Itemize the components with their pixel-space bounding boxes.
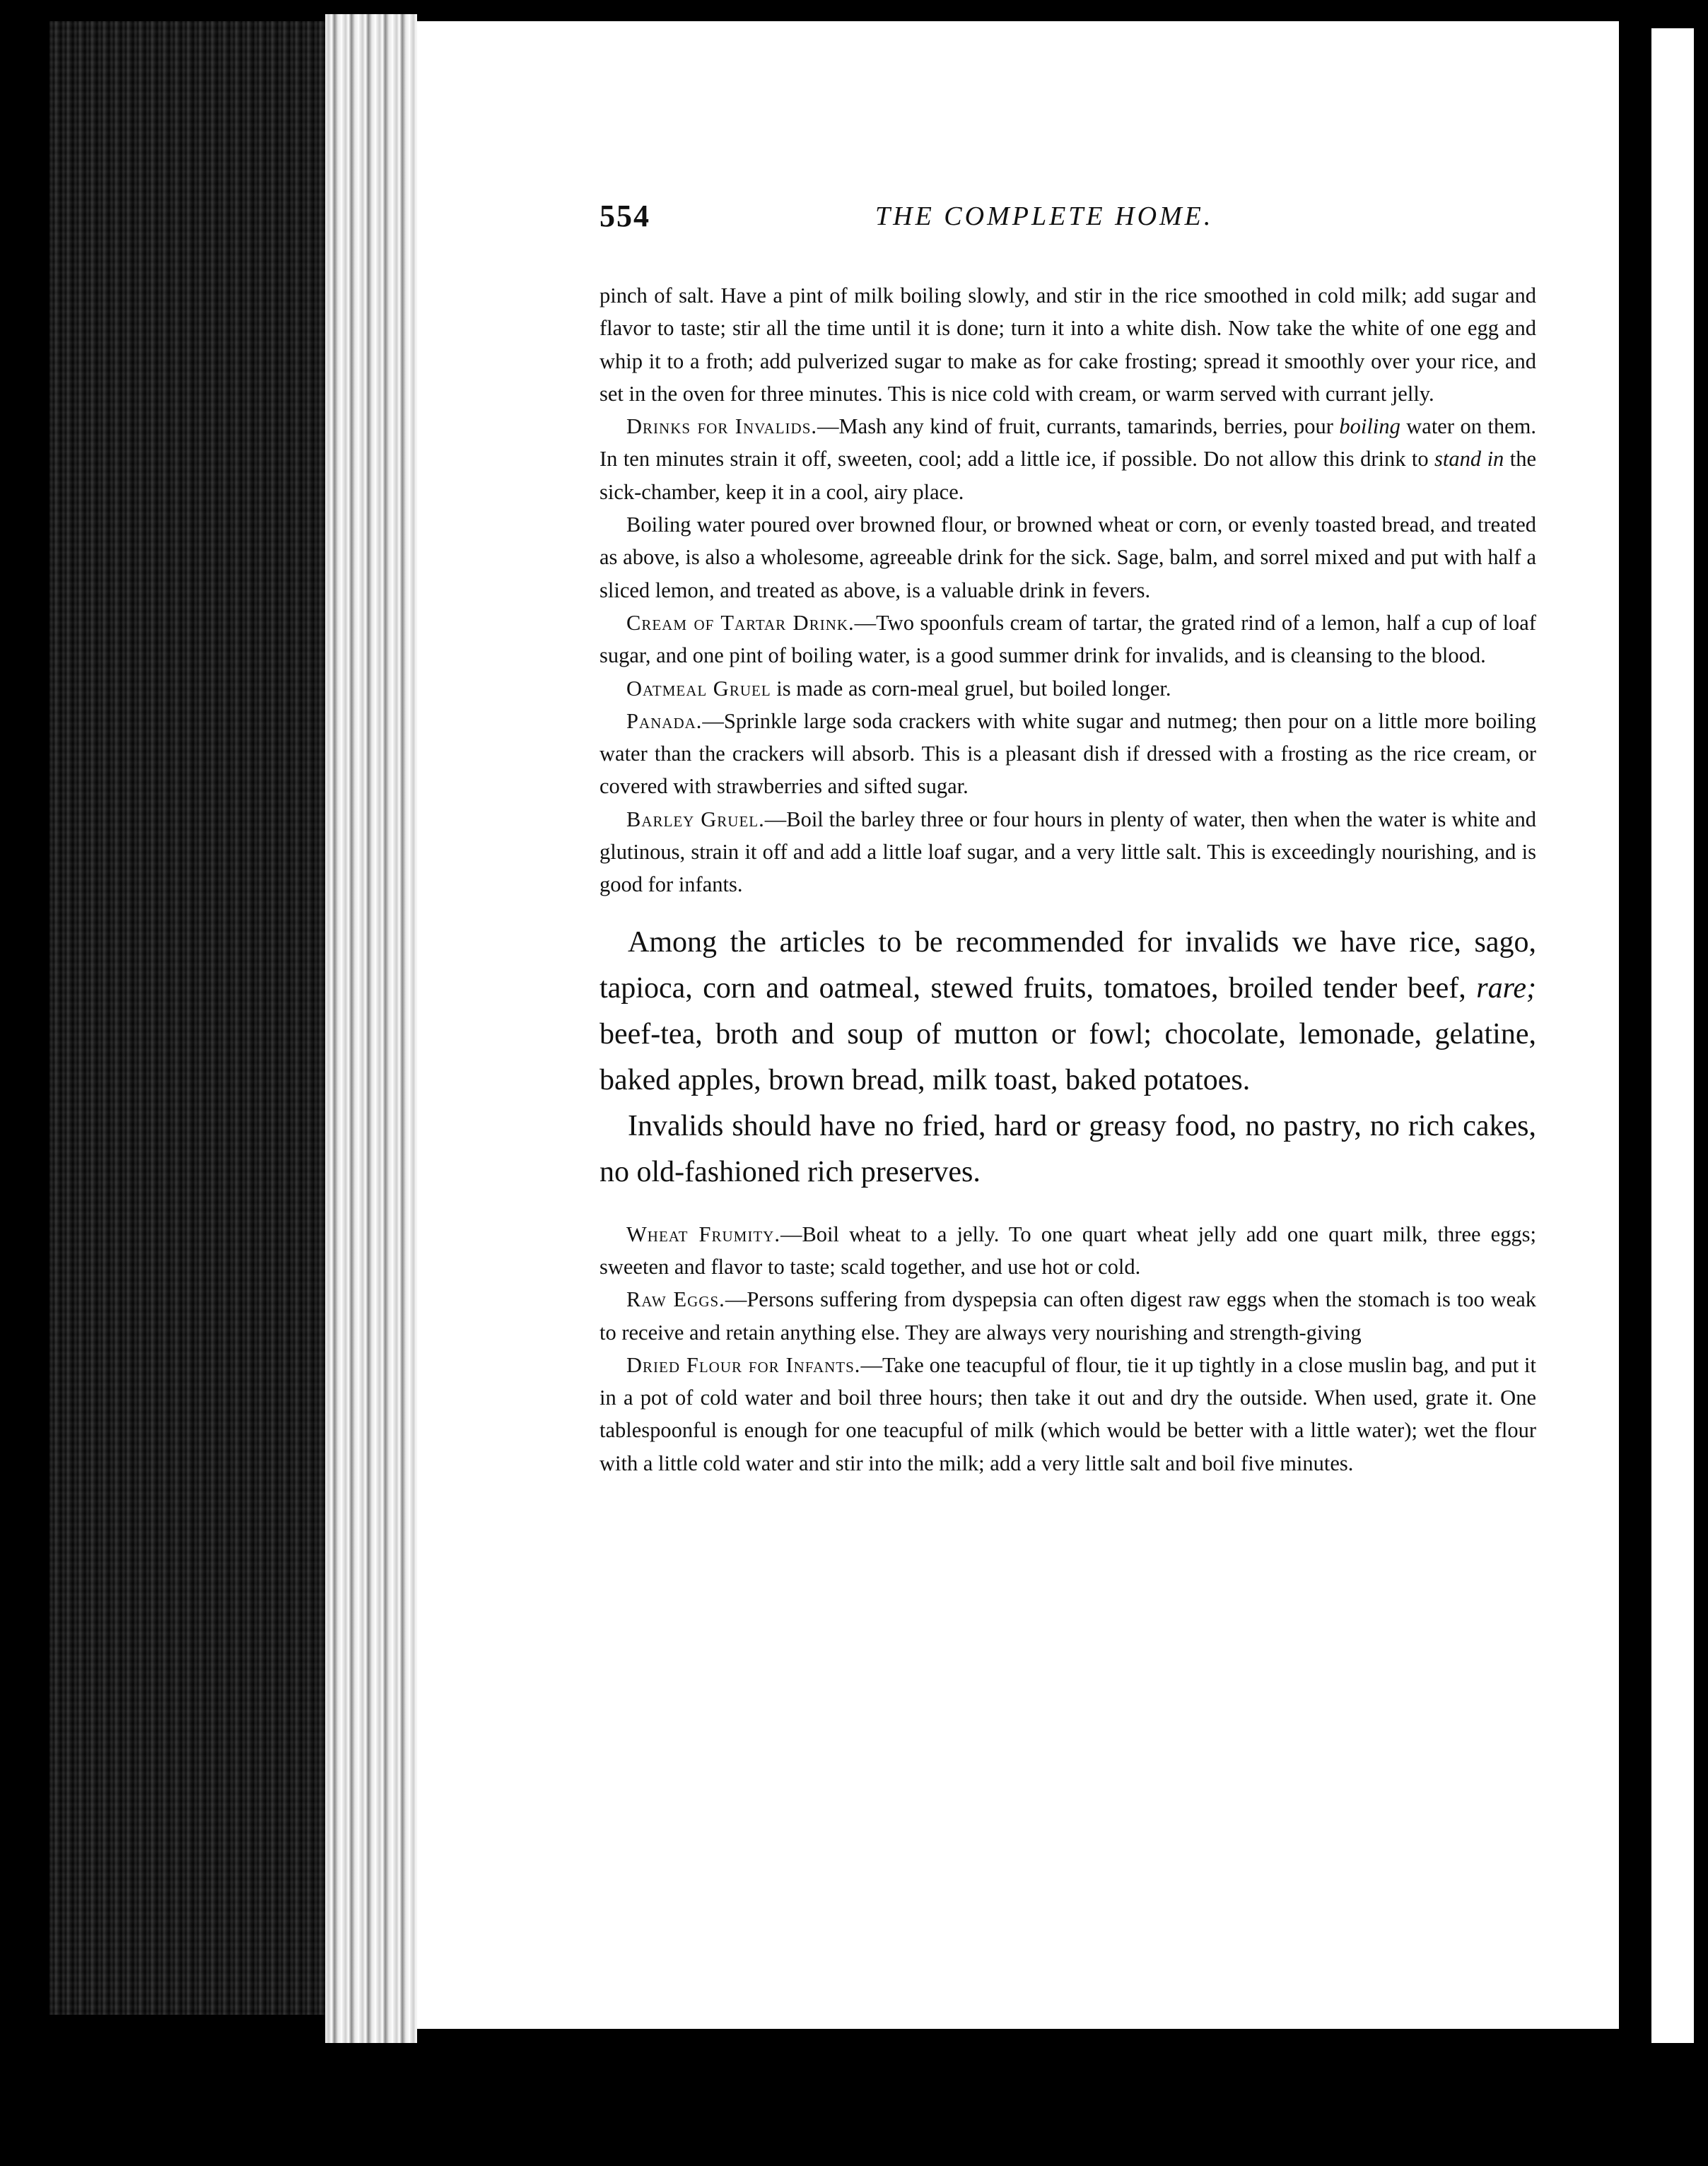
paragraph-raw-eggs: Raw Eggs.—Persons suffering from dyspepsia can often digest raw eggs when the stomach is too weak to receive and retain anything else. They are always very nourishing and strength-giving [599, 1287, 1536, 1345]
paragraph-recommended-articles: Among the articles to be recommended for invalids we have rice, sago, tapioca, corn and oatmeal, stewed fruits, tomatoes, broiled tender beef, rare; beef-tea, broth and soup of mutton or fowl; chocolate, lemonade, gelatine, baked apples, brown bread, milk toast, baked potatoes. [599, 925, 1536, 1096]
paragraph-barley-gruel: Barley Gruel.—Boil the barley three or four hours in plenty of water, then when the water is white and glutinous, strain it off and add a little loaf sugar, and a very little salt. This is exceedingly nourishing, and is good for infants. [599, 807, 1536, 897]
recipe-heading: Raw Eggs. [626, 1287, 725, 1312]
page-body [599, 279, 1536, 1480]
page-header [599, 198, 1674, 240]
paragraph-cream-of-tartar: Cream of Tartar Drink.—Two spoonfuls cream of tartar, the grated rind of a lemon, half a cup of loaf sugar, and one pint of boiling water, is a good summer drink for invalids, and is cleansing to the blood. [599, 610, 1536, 668]
recipe-heading: Oatmeal Gruel [626, 676, 771, 701]
paragraph-boiling-water: Boiling water poured over browned flour, or browned wheat or corn, or evenly toasted bread, and treated as above, is also a wholesome, agreeable drink for the sick. Sage, balm, and sorrel mixed and put with half a sliced lemon, and treated as above, is a valuable drink in fevers. [599, 513, 1536, 602]
recipe-heading: Wheat Frumity. [626, 1222, 780, 1246]
paragraph-rice-cream: pinch of salt. Have a pint of milk boiling slowly, and stir in the rice smoothed in cold milk; add sugar and flavor to taste; stir all the time until it is done; turn it into a white dish. Now take the white of one egg and whip it to a froth; add pulverized sugar to make as for cake frosting; spread it smoothly over your rice, and set in the oven for three minutes. This is nice cold with cream, or warm served with currant jelly. [599, 283, 1536, 406]
recipe-heading: Barley Gruel. [626, 807, 765, 831]
paragraph-invalids-avoid: Invalids should have no fried, hard or greasy food, no pastry, no rich cakes, no old-fashioned rich preserves. [599, 1109, 1536, 1188]
paragraph-wheat-frumity: Wheat Frumity.—Boil wheat to a jelly. To one quart wheat jelly add one quart milk, three eggs; sweeten and flavor to taste; scald together, and use hot or cold. [599, 1222, 1536, 1279]
recipe-heading: Dried Flour for Infants. [626, 1352, 861, 1377]
page-gutter [325, 14, 417, 2043]
book-page [417, 21, 1619, 2029]
paragraph-oatmeal-gruel: Oatmeal Gruel is made as corn-meal gruel, but boiled longer. [626, 676, 1171, 701]
paragraph-dried-flour: Dried Flour for Infants.—Take one teacupful of flour, tie it up tightly in a close muslin bag, and put it in a pot of cold water and boil three hours; then take it out and dry the outside. When used, grate it. One tablespoonful is enough for one teacupful of milk (which would be better with a little water); wet the flour with a little cold water and stir into the milk; add a very little salt and boil five minutes. [599, 1352, 1536, 1475]
recipe-heading: Cream of Tartar Drink. [626, 610, 855, 635]
facing-page-edge [1647, 28, 1694, 2043]
recipe-heading: Drinks for Invalids. [626, 414, 818, 439]
page-number: 554 [599, 199, 650, 233]
running-title: THE COMPLETE HOME. [875, 201, 1214, 231]
recipe-heading: Panada. [626, 708, 703, 733]
paragraph-drinks-for-invalids: Drinks for Invalids.—Mash any kind of fruit, currants, tamarinds, berries, pour boiling water on them. In ten minutes strain it off, sweeten, cool; add a little ice, if possible. Do not allow this drink to stand in the sick-chamber, keep it in a cool, airy place. [599, 414, 1537, 504]
paragraph-panada: Panada.—Sprinkle large soda crackers with white sugar and nutmeg; then pour on a little more boiling water than the crackers will absorb. This is a pleasant dish if dressed with a frosting as the rice cream, or covered with strawberries and sifted sugar. [599, 708, 1536, 799]
